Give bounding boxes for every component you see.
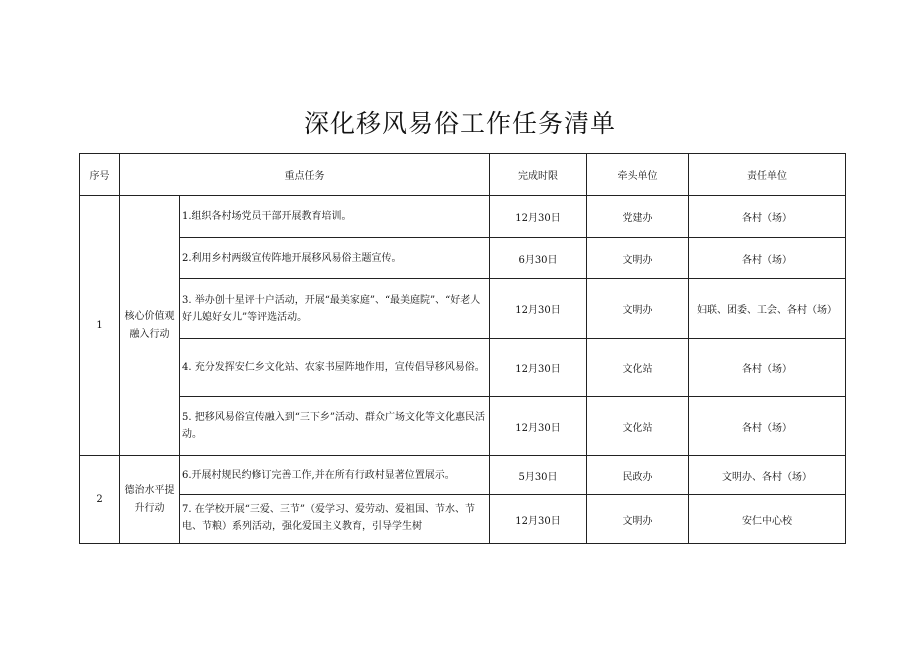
header-deadline: 完成时限 <box>490 154 587 196</box>
group-category <box>120 196 180 456</box>
table-header-row <box>80 154 846 196</box>
task-deadline: 12月30日 <box>490 279 587 339</box>
table-row <box>80 456 846 495</box>
header-lead: 牵头单位 <box>587 154 689 196</box>
task-lead: 文明办 <box>587 495 689 544</box>
table-row <box>80 495 846 544</box>
task-responsible: 各村（场） <box>689 238 846 279</box>
category-line: 升行动 <box>134 502 165 514</box>
table-row <box>80 339 846 397</box>
table-row <box>80 279 846 339</box>
task-responsible: 各村（场） <box>689 397 846 456</box>
task-deadline: 5月30日 <box>490 456 587 495</box>
task-lead: 党建办 <box>587 196 689 238</box>
category-line: 德治水平提 <box>124 484 175 496</box>
header-no: 序号 <box>80 154 120 196</box>
task-table <box>79 153 846 544</box>
task-lead: 文明办 <box>587 238 689 279</box>
task-lead: 民政办 <box>587 456 689 495</box>
task-responsible: 各村（场） <box>689 339 846 397</box>
task-responsible: 妇联、团委、工会、各村（场） <box>689 279 846 339</box>
task-text: 2.利用乡村两级宣传阵地开展移风易俗主题宣传。 <box>180 238 490 279</box>
document-title: 深化移风易俗工作任务清单 <box>303 109 616 138</box>
task-deadline: 12月30日 <box>490 397 587 456</box>
header-responsible: 责任单位 <box>689 154 846 196</box>
task-lead: 文化站 <box>587 339 689 397</box>
task-lead: 文明办 <box>587 279 689 339</box>
category-line: 融入行动 <box>129 328 170 340</box>
task-responsible: 各村（场） <box>689 196 846 238</box>
task-text: 3. 举办创十星评十户活动，开展“最美家庭”、“最美庭院”、“好老人好儿媳好女儿”等评选活动。 <box>180 279 490 339</box>
task-deadline: 12月30日 <box>490 495 587 544</box>
task-text: 4. 充分发挥安仁乡文化站、农家书屋阵地作用，宣传倡导移风易俗。 <box>180 339 490 397</box>
group-number: 1 <box>80 196 120 456</box>
task-text: 1.组织各村场党员干部开展教育培训。 <box>180 196 490 238</box>
task-responsible: 安仁中心校 <box>689 495 846 544</box>
task-text-cell <box>180 495 490 544</box>
task-responsible: 文明办、各村（场） <box>689 456 846 495</box>
task-lead: 文化站 <box>587 397 689 456</box>
header-task: 重点任务 <box>120 154 490 196</box>
table-row <box>80 238 846 279</box>
group-number: 2 <box>80 456 120 544</box>
task-text: 5. 把移风易俗宣传融入到“三下乡”活动、群众广场文化等文化惠民活动。 <box>180 397 490 456</box>
task-deadline: 12月30日 <box>490 339 587 397</box>
task-deadline: 12月30日 <box>490 196 587 238</box>
table-row <box>80 196 846 238</box>
group-category <box>120 456 180 544</box>
task-text: 6.开展村规民约修订完善工作,并在所有行政村显著位置展示。 <box>180 456 490 495</box>
task-text-clip <box>182 497 487 541</box>
table-row <box>80 397 846 456</box>
task-text: 7. 在学校开展“三爱、三节”（爱学习、爱劳动、爱祖国、节水、节电、节粮）系列活动，强化爱国主义教育，引导学生树 <box>182 504 475 532</box>
category-line: 核心价值观 <box>124 310 175 322</box>
task-deadline: 6月30日 <box>490 238 587 279</box>
